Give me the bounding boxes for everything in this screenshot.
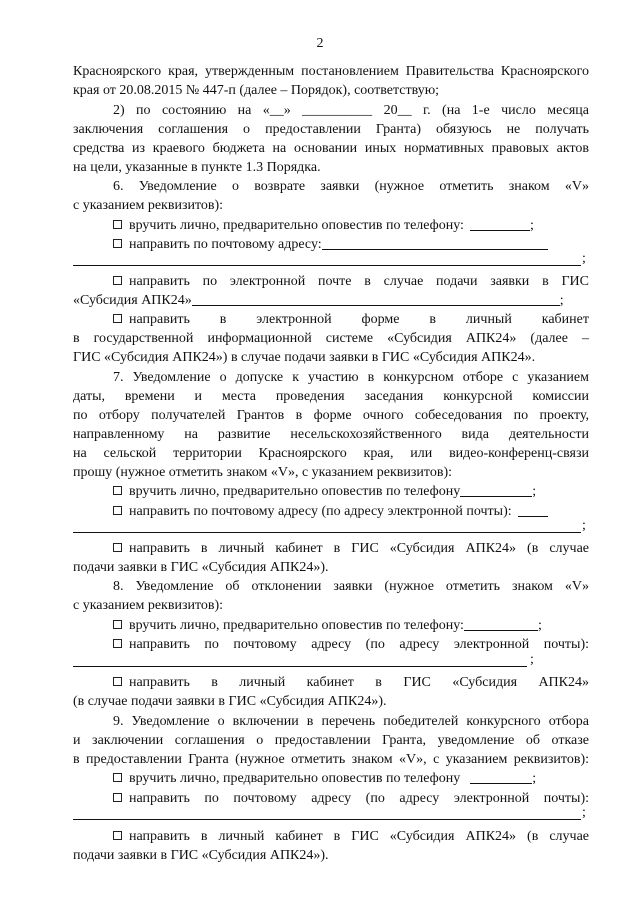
option-label: направить в личный кабинет в ГИС «Субсидия АПК24» xyxy=(129,675,589,690)
blank-field xyxy=(470,216,530,231)
option-line xyxy=(113,235,589,254)
option-line xyxy=(113,272,589,291)
text-line: средства из краевого бюджета на основании иных нормативных правовых актов xyxy=(73,141,589,156)
option-line xyxy=(113,769,589,788)
option-label: направить по почтовому адресу (по адресу электронной почты): xyxy=(129,637,589,652)
blank-line xyxy=(73,819,581,820)
semicolon: ; xyxy=(532,484,537,499)
blank-line xyxy=(73,532,581,533)
blank-field xyxy=(518,502,548,517)
text-line: с указанием реквизитов): xyxy=(73,598,224,613)
option-label: вручить лично, предварительно оповестив по телефону xyxy=(129,771,461,786)
option-label: направить по электронной почте в случае подачи заявки в ГИС xyxy=(129,274,589,289)
checkbox[interactable] xyxy=(113,220,122,229)
semicolon: ; xyxy=(537,618,542,633)
text-line: ГИС «Субсидия АПК24») в случае подачи заявки в ГИС «Субсидия АПК24». xyxy=(73,350,536,365)
text-line: заключения соглашения о предоставлении Гранта) обязуюсь не получать xyxy=(73,122,589,137)
option-line xyxy=(113,827,589,846)
blank-field xyxy=(464,616,538,631)
section-7-heading: 7. Уведомление о допуске к участию в конкурсном отборе с указанием xyxy=(113,370,589,385)
option-line xyxy=(113,502,589,521)
checkbox[interactable] xyxy=(113,677,122,686)
option-label: направить в личный кабинет в ГИС «Субсидия АПК24» (в случае xyxy=(129,829,589,844)
checkbox[interactable] xyxy=(113,486,122,495)
checkbox[interactable] xyxy=(113,314,122,323)
text-line: на цели, указанные в пункте 1.3 Порядка. xyxy=(73,160,321,175)
text-line: прошу (нужное отметить знаком «V», с указанием реквизитов): xyxy=(73,465,452,480)
option-line xyxy=(113,673,589,692)
semicolon: ; xyxy=(529,218,534,233)
text-line xyxy=(73,291,589,310)
option-line xyxy=(113,635,589,654)
blank-field xyxy=(470,769,532,784)
text-line: по отбору получателей Грантов в форме очного собеседования по проекту, xyxy=(73,408,589,423)
option-line xyxy=(113,616,589,635)
section-6-heading: 6. Уведомление о возврате заявки (нужное отметить знаком «V» xyxy=(113,179,589,194)
text-line: даты, времени и места проведения заседания конкурсной комиссии xyxy=(73,389,589,404)
semicolon: ; xyxy=(582,805,586,820)
option-label: вручить лично, предварительно оповестив по телефону: xyxy=(129,618,464,633)
option-line xyxy=(113,789,589,808)
option-label: вручить лично, предварительно оповестив по телефону: xyxy=(129,218,464,233)
blank-field xyxy=(460,482,532,497)
option-label: направить по почтовому адресу: xyxy=(129,237,322,252)
checkbox[interactable] xyxy=(113,506,122,515)
text-line: подачи заявки в ГИС «Субсидия АПК24»). xyxy=(73,848,329,863)
text-line: 2) по состоянию на «__» __________ 20__ г. (на 1-е число месяца xyxy=(113,103,589,118)
checkbox[interactable] xyxy=(113,239,122,248)
option-line xyxy=(113,216,589,235)
section-9-heading: 9. Уведомление о включении в перечень победителей конкурсного отбора xyxy=(113,714,589,729)
checkbox[interactable] xyxy=(113,773,122,782)
blank-field xyxy=(322,235,548,250)
text-line: с указанием реквизитов): xyxy=(73,198,224,213)
option-label: направить по почтовому адресу (по адресу электронной почты): xyxy=(129,791,589,806)
checkbox[interactable] xyxy=(113,276,122,285)
text-line: подачи заявки в ГИС «Субсидия АПК24»). xyxy=(73,560,329,575)
text-line: в государственной информационной системе «Субсидия АПК24» (далее – xyxy=(73,331,589,346)
text-line: (в случае подачи заявки в ГИС «Субсидия АПК24»). xyxy=(73,694,387,709)
text-line: и заключении соглашения о предоставлении Гранта, уведомление об отказе xyxy=(73,733,589,748)
option-line xyxy=(113,310,589,329)
option-label: направить в личный кабинет в ГИС «Субсидия АПК24» (в случае xyxy=(129,541,589,556)
option-label: направить в электронной форме в личный кабинет xyxy=(129,312,589,327)
option-line xyxy=(113,539,589,558)
semicolon: ; xyxy=(530,652,534,667)
text-line: на сельской территории Красноярского края, или видео-конференц-связи xyxy=(73,446,589,461)
text-line: Красноярского края, утвержденным постановлением Правительства Красноярского xyxy=(73,64,589,79)
option-label: направить по почтовому адресу (по адресу электронной почты): xyxy=(129,504,512,519)
semicolon: ; xyxy=(582,251,586,266)
blank-line xyxy=(73,265,581,266)
section-8-heading: 8. Уведомление об отклонении заявки (нужное отметить знаком «V» xyxy=(113,579,589,594)
semicolon: ; xyxy=(582,518,586,533)
page-number: 2 xyxy=(316,36,324,51)
option-label: «Субсидия АПК24» xyxy=(73,293,192,308)
text-line: края от 20.08.2015 № 447-п (далее – Порядок), соответствую; xyxy=(73,83,440,98)
blank-line xyxy=(73,666,527,667)
checkbox[interactable] xyxy=(113,620,122,629)
checkbox[interactable] xyxy=(113,639,122,648)
checkbox[interactable] xyxy=(113,543,122,552)
option-label: вручить лично, предварительно оповестив по телефону xyxy=(129,484,461,499)
text-line: направленному на развитие несельскохозяйственного вида деятельности xyxy=(73,427,589,442)
text-line: в предоставлении Гранта (нужное отметить знаком «V», с указанием реквизитов): xyxy=(73,752,589,767)
blank-field xyxy=(192,291,560,306)
checkbox[interactable] xyxy=(113,793,122,802)
semicolon: ; xyxy=(532,771,537,786)
checkbox[interactable] xyxy=(113,831,122,840)
option-line xyxy=(113,482,589,501)
semicolon: ; xyxy=(559,293,564,308)
